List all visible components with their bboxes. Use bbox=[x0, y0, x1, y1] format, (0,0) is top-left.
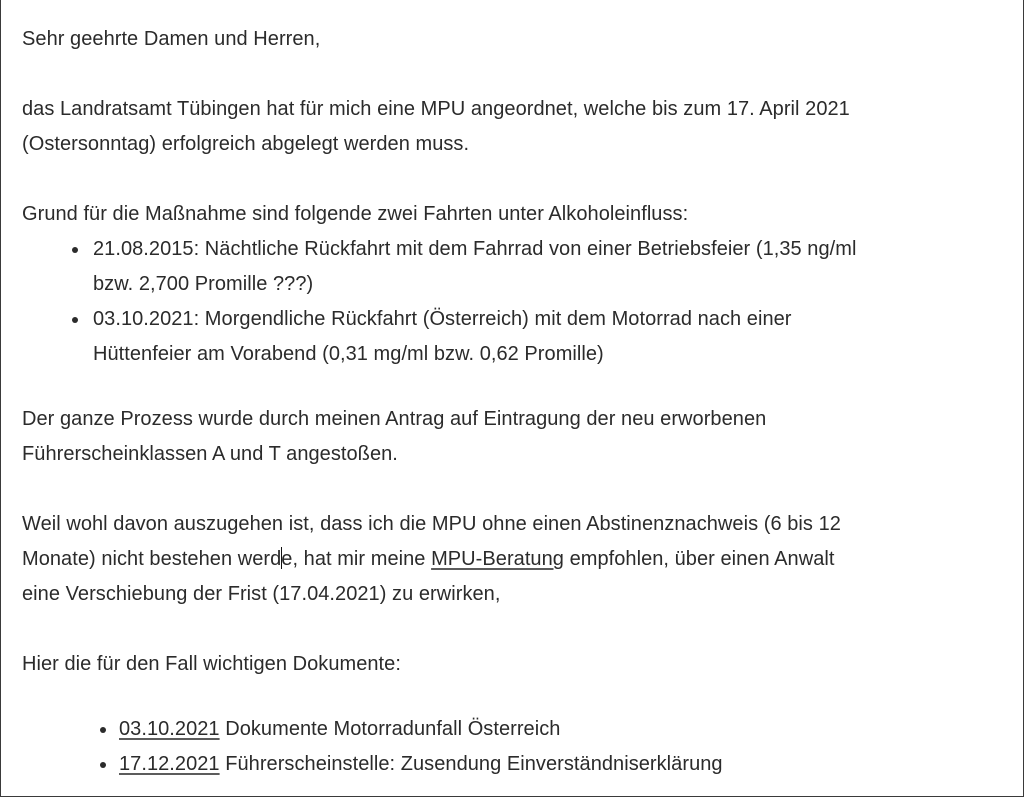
reason-heading: Grund für die Maßnahme sind folgende zwei Fahrten unter Alkoholeinfluss: bbox=[22, 203, 689, 225]
list-item bbox=[22, 747, 997, 782]
documents-heading: Hier die für den Fall wichtigen Dokumente: bbox=[22, 653, 401, 675]
greeting: Sehr geehrte Damen und Herren, bbox=[22, 28, 321, 50]
list-item bbox=[22, 712, 997, 747]
list-item bbox=[22, 232, 997, 302]
list-item bbox=[22, 302, 997, 372]
spacer bbox=[22, 472, 997, 507]
mpu-beratung-link[interactable]: MPU-Beratung bbox=[431, 548, 564, 570]
reason-item-1-line-2: bzw. 2,700 Promille ???) bbox=[93, 273, 314, 295]
intro-line-1: das Landratsamt Tübingen hat für mich eine MPU angeordnet, welche bis zum 17. April 2021 bbox=[22, 98, 850, 120]
spacer bbox=[22, 162, 997, 197]
spacer bbox=[22, 57, 997, 92]
document-title: Führerscheinstelle: Zusendung Einverständniserklärung bbox=[219, 753, 723, 775]
mpu-line-2-start: Monate) nicht bestehen werd bbox=[22, 548, 282, 570]
bullet-icon bbox=[100, 762, 106, 768]
process-line-2: Führerscheinklassen A und T angestoßen. bbox=[22, 443, 398, 465]
intro-paragraph bbox=[22, 92, 997, 162]
reason-item-2-line-2: Hüttenfeier am Vorabend (0,31 mg/ml bzw. 0,62 Promille) bbox=[93, 343, 604, 365]
email-body[interactable] bbox=[22, 22, 997, 782]
bullet-icon bbox=[72, 317, 78, 323]
mpu-line-3: eine Verschiebung der Frist (17.04.2021) zu erwirken, bbox=[22, 583, 501, 605]
mpu-line-2-end: empfohlen, über einen Anwalt bbox=[563, 548, 835, 570]
mpu-paragraph bbox=[22, 507, 997, 612]
document-date-link[interactable]: 17.12.2021 bbox=[119, 753, 220, 775]
mpu-line-2-mid: e, hat mir meine bbox=[281, 548, 432, 570]
intro-line-2: (Ostersonntag) erfolgreich abgelegt werden muss. bbox=[22, 133, 470, 155]
bullet-icon bbox=[100, 727, 106, 733]
documents-list bbox=[22, 712, 997, 782]
mpu-line-1: Weil wohl davon auszugehen ist, dass ich die MPU ohne einen Abstinenznachweis (6 bis 12 bbox=[22, 513, 841, 535]
process-paragraph bbox=[22, 402, 997, 472]
bullet-icon bbox=[72, 247, 78, 253]
reason-list bbox=[22, 232, 997, 372]
reason-item-1-line-1: 21.08.2015: Nächtliche Rückfahrt mit dem Fahrrad von einer Betriebsfeier (1,35 ng/ml bbox=[93, 238, 857, 260]
process-line-1: Der ganze Prozess wurde durch meinen Antrag auf Eintragung der neu erworbenen bbox=[22, 408, 767, 430]
spacer bbox=[22, 612, 997, 647]
spacer bbox=[22, 372, 997, 402]
document-title: Dokumente Motorradunfall Österreich bbox=[219, 718, 561, 740]
spacer bbox=[22, 682, 997, 712]
document-date-link[interactable]: 03.10.2021 bbox=[119, 718, 220, 740]
reason-item-2-line-1: 03.10.2021: Morgendliche Rückfahrt (Österreich) mit dem Motorrad nach einer bbox=[93, 308, 792, 330]
